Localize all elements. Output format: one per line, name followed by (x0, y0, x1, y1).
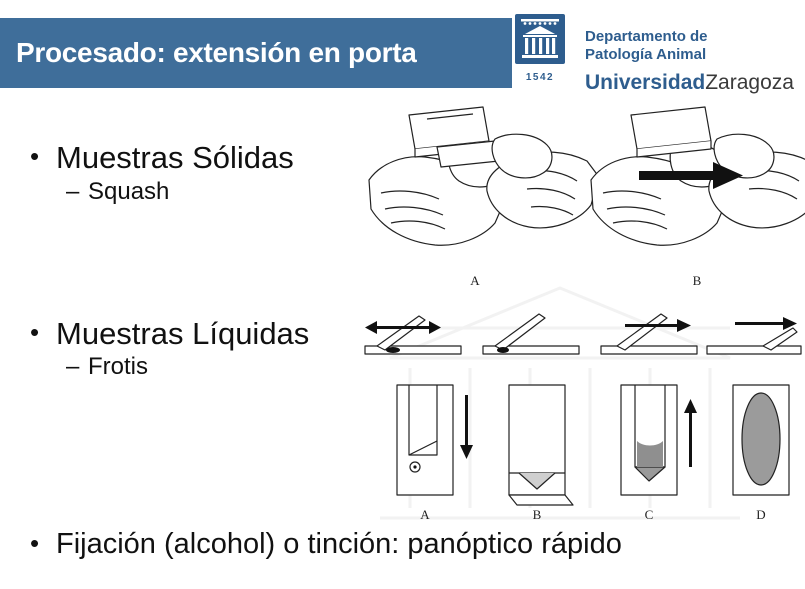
bullet-list (30, 140, 400, 389)
technique-illustration (355, 105, 803, 522)
bullet-group-1 (30, 140, 400, 206)
bullet-marker-icon: • (30, 316, 40, 347)
sub-label-frotis: Frotis (88, 353, 148, 381)
figure-label-a-bottom: A (420, 507, 430, 522)
figure-label-b-top: B (692, 273, 702, 288)
university-logo-block (507, 6, 797, 106)
sub-label-squash: Squash (88, 177, 170, 205)
university-name-strong: Universidad (585, 70, 706, 94)
bullet-group-2 (30, 316, 400, 382)
slide-title-bar (0, 18, 512, 88)
bullet-label-fijacion: Fijación (alcohol) o tinción: panóptico rápido (56, 528, 622, 560)
university-name-light: Zaragoza (705, 70, 794, 94)
figure-label-a-top: A (470, 273, 480, 288)
bullet-label-liquidas: Muestras Líquidas (56, 315, 310, 351)
bullet-marker-icon: • (30, 528, 40, 558)
bullet-item-liquidas (30, 316, 400, 352)
bullet-marker-icon: • (30, 141, 40, 171)
dash-marker-icon: – (66, 177, 80, 205)
bullet-item-fijacion (30, 528, 622, 561)
university-name (585, 72, 794, 93)
department-line-2: Patología Animal (585, 46, 707, 64)
sub-item-squash (66, 178, 400, 206)
bullet-item-solidas (30, 140, 400, 176)
university-text-block (585, 6, 794, 93)
page-title: Procesado: extensión en porta (16, 37, 417, 68)
department-line-1: Departamento de (585, 28, 708, 45)
figure-label-d-bottom: D (756, 507, 766, 522)
university-crest-icon (507, 8, 573, 83)
crest-year: 1542 (525, 72, 555, 83)
sub-item-frotis (66, 353, 400, 381)
figure-label-b-bottom: B (532, 507, 542, 522)
figure-label-c-bottom: C (644, 507, 654, 522)
dash-marker-icon: – (66, 353, 80, 381)
bullet-label-solidas: Muestras Sólidas (56, 140, 294, 175)
